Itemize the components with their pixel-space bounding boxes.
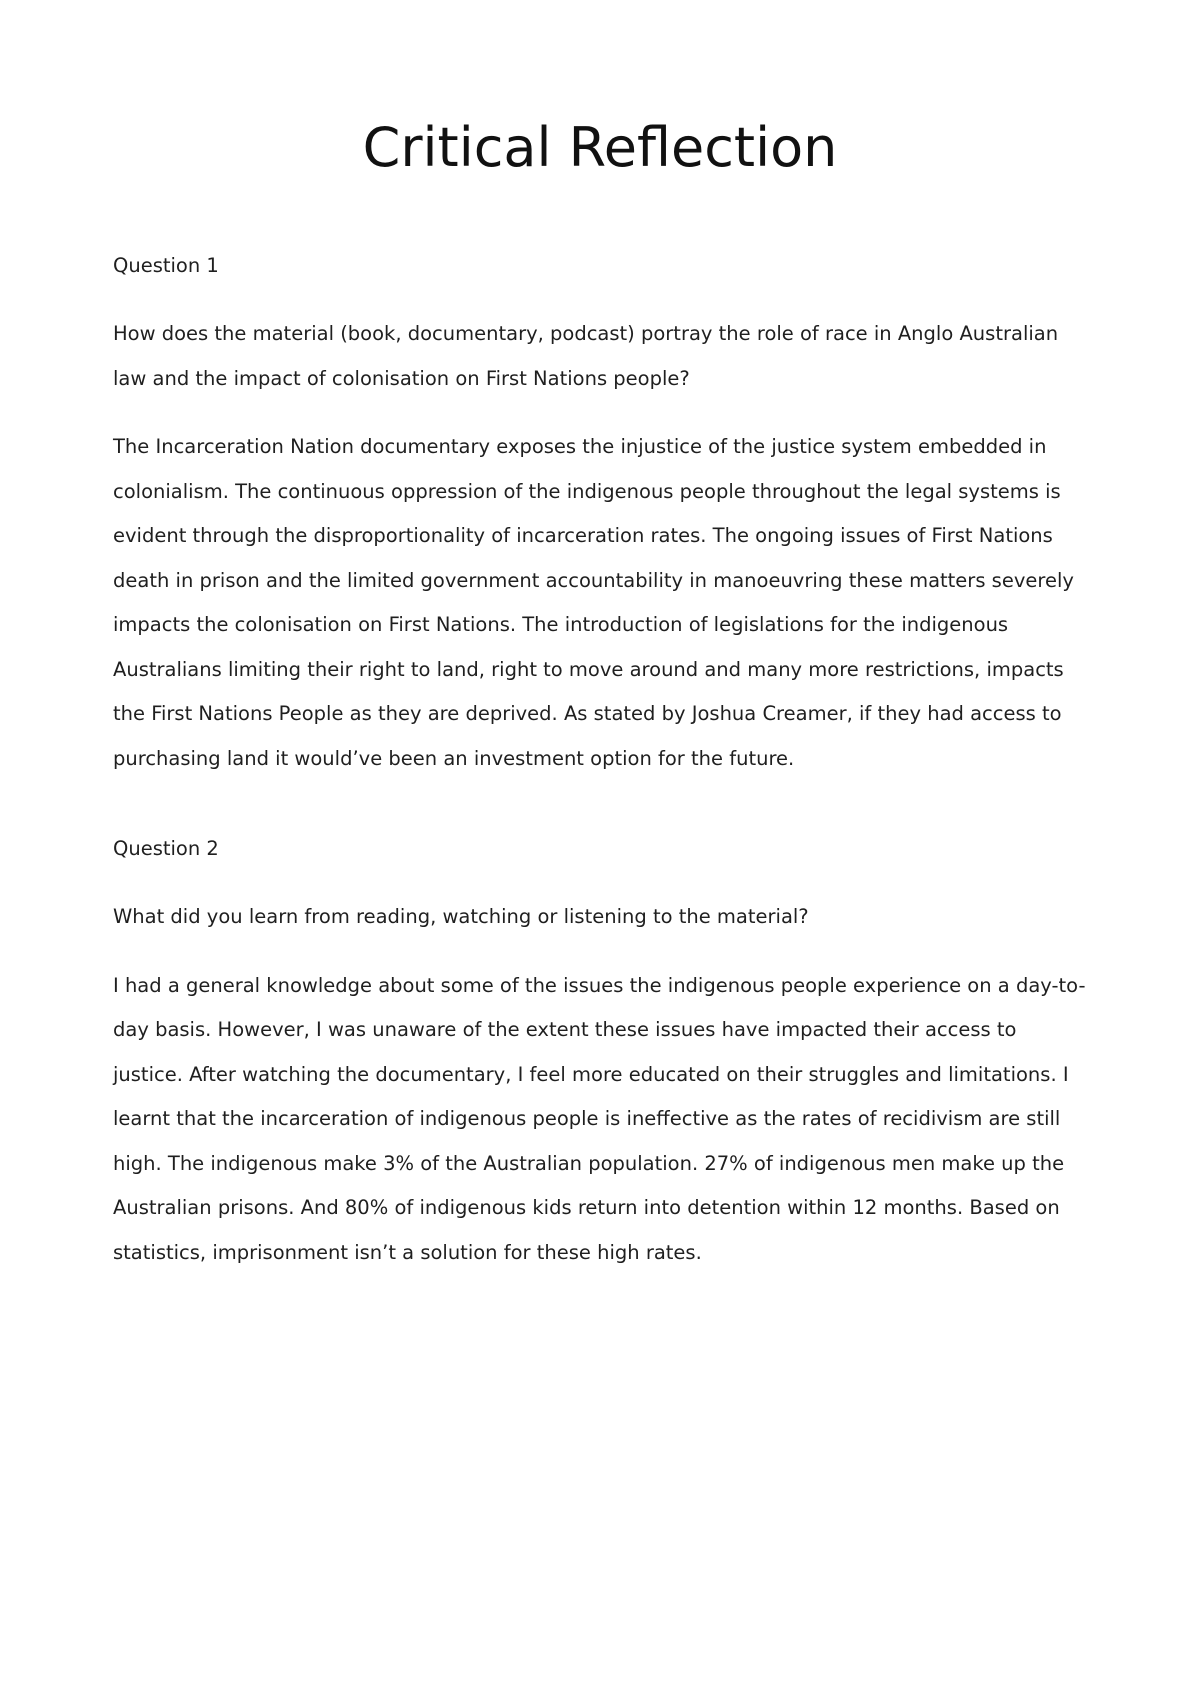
question-1-text: How does the material (book, documentary, podcast) portray the role of race in Anglo Australian law and the impact of colonisation on First Nations people? [113, 322, 1059, 390]
question-1-label: Question 1 [113, 254, 219, 277]
question-2-label: Question 2 [113, 837, 219, 860]
question-2-section [113, 827, 1087, 1275]
question-2-text: What did you learn from reading, watching or listening to the material? [113, 905, 809, 928]
question-1-section [113, 244, 1087, 781]
document-title: Critical Reflection [362, 116, 838, 179]
question-2-answer: I had a general knowledge about some of the issues the indigenous people experience on a day-to-day basis. However, I was unaware of the extent these issues have impacted their access to justice. After watching the documentary, I feel more educated on their struggles and limitations. I learnt that the incarceration of indigenous people is ineffective as the rates of recidivism are still high. The indigenous make 3% of the Australian population. 27% of indigenous men make up the Australian prisons. And 80% of indigenous kids return into detention within 12 months. Based on statistics, imprisonment isn’t a solution for these high rates. [113, 973, 1086, 1264]
question-1-answer: The Incarceration Nation documentary exposes the injustice of the justice system embedded in colonialism. The continuous oppression of the indigenous people throughout the legal systems is evident through the disproportionality of incarceration rates. The ongoing issues of First Nations death in prison and the limited government accountability in manoeuvring these matters severely impacts the colonisation on First Nations. The introduction of legislations for the indigenous Australians limiting their right to land, right to move around and many more restrictions, impacts the First Nations People as they are deprived. As stated by Joshua Creamer, if they had access to purchasing land it would’ve been an investment option for the future. [113, 435, 1074, 770]
